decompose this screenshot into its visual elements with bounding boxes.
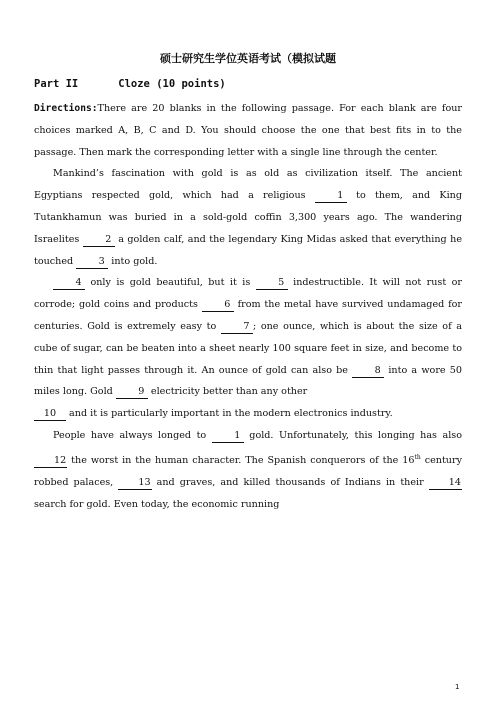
blank-9: 9: [116, 386, 148, 399]
text-run: from the metal have survived undamaged for centuries. Gold is extremely easy to: [34, 299, 462, 332]
directions-text: There are 20 blanks in the following passage. For each blank are four choices marked A, B, C and D. You should choose the one that best fits in to the passage. Then mark the corresponding letter with a single line through the center.: [34, 103, 462, 158]
blank-4: 4: [53, 277, 85, 290]
blank-11: 1: [212, 430, 244, 443]
directions-label: Directions:: [34, 103, 98, 114]
text-run: only is gold beautiful, but it is: [85, 277, 256, 289]
section-part: Part II: [34, 78, 79, 90]
text-run: electricity better than any other: [147, 386, 308, 398]
text-run: and graves, and killed thousands of Indians in their: [151, 476, 429, 488]
blank-1: 1: [315, 190, 347, 203]
text-run: and it is particularly important in the modern electronics industry.: [66, 408, 393, 420]
text-run: to them, and King Tutankhamun was buried in a sold-gold coffin 3,300 years ago. The wandering Israelites: [34, 190, 462, 245]
blank-7: 7: [221, 321, 253, 334]
century-number: 16: [402, 454, 415, 466]
text-run: a golden calf, and the legendary King Midas asked that everything he touched: [34, 233, 462, 267]
text-run: ; one ounce, which is about the size of a cube of sugar, can be beaten into a sheet nearly 100 square feet in size, and become to thin that light passes through it. An ounce of gold can also be: [34, 320, 462, 376]
text-run: search for gold. Even today, the economic running: [34, 498, 280, 510]
passage-paragraph-2: [34, 272, 462, 403]
passage-paragraph-1: [34, 163, 462, 272]
blank-10: 10: [34, 408, 66, 421]
text-run: Mankind’s fascination with gold is as old as civilization itself. The ancient Egyptians respected gold, which had a religious: [34, 168, 462, 202]
blank-14: 14: [429, 477, 462, 490]
blank-12: 12: [34, 455, 67, 468]
directions-paragraph: [34, 98, 462, 163]
text-run: gold. Unfortunately, this longing has also: [243, 429, 462, 441]
blank-3: 3: [76, 256, 108, 269]
passage-paragraph-3: [34, 403, 462, 425]
page-number: 1: [455, 683, 460, 691]
text-run: century robbed palaces,: [34, 454, 462, 488]
passage-paragraph-4: [34, 425, 462, 515]
blank-8: 8: [352, 365, 384, 378]
text-run: into a wore 50 miles long. Gold: [34, 364, 462, 398]
passage-body: [34, 98, 462, 515]
blank-13: 13: [118, 477, 151, 490]
blank-6: 6: [202, 299, 234, 312]
page-title: 硕士研究生学位英语考试（模拟试题: [160, 52, 336, 65]
superscript-th: th: [414, 453, 421, 461]
text-run: the worst in the human character. The Spanish conquerors of the: [67, 454, 403, 466]
text-run: indestructible. It will not rust or corrode; gold coins and products: [34, 277, 462, 311]
text-run: into gold.: [108, 255, 158, 267]
blank-2: 2: [83, 234, 115, 247]
blank-5: 5: [256, 277, 288, 290]
text-run: People have always longed to: [53, 429, 212, 441]
section-name: Cloze (10 points): [118, 78, 226, 90]
section-heading: [34, 78, 226, 90]
